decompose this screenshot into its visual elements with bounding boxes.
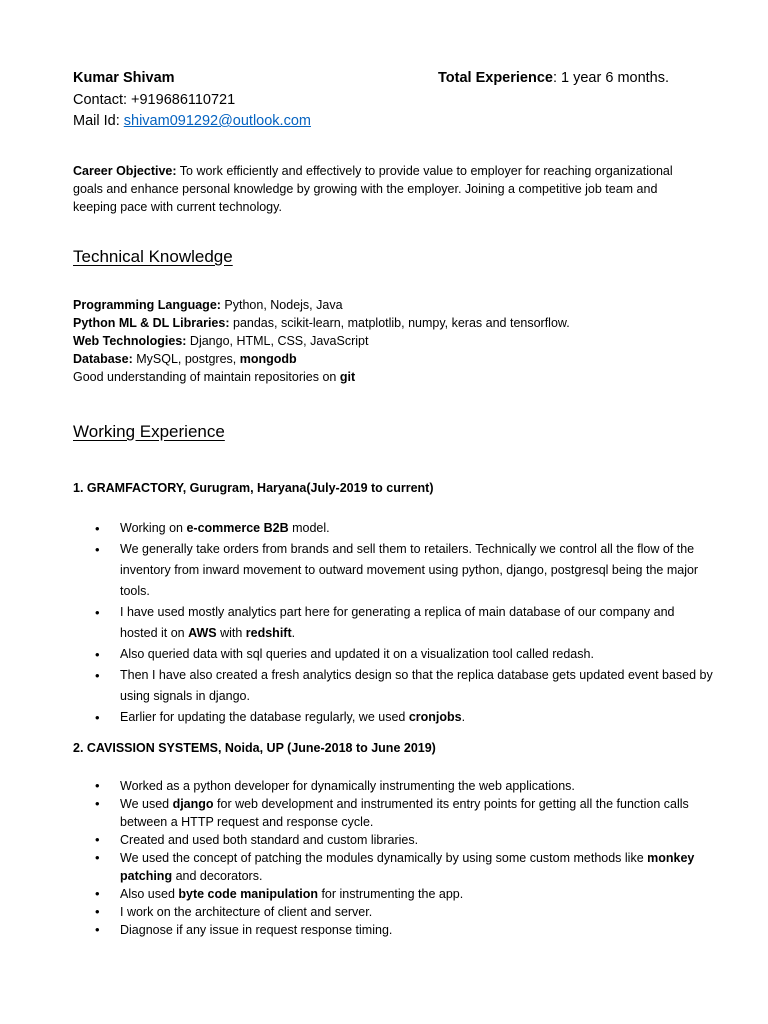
- job-title-gramfactory: 1. GRAMFACTORY, Gurugram, Haryana(July-2019 to current): [73, 481, 434, 495]
- skill-text: pandas, scikit-learn, matplotlib, numpy, keras and tensorflow.: [229, 316, 570, 330]
- list-item: • Diagnose if any issue in request response timing.: [73, 921, 713, 939]
- working-experience-heading: Working Experience: [73, 422, 225, 441]
- mail-label: Mail Id:: [73, 113, 124, 129]
- skill-line: [73, 314, 570, 332]
- mail-line: [73, 113, 311, 129]
- list-item: • We generally take orders from brands and sell them to retailers. Technically we control all the flow of the inventory from inward movement to outward movement using python, django, postgresql being the major tools.: [73, 539, 713, 602]
- list-item: • Also queried data with sql queries and updated it on a visualization tool called redash.: [73, 644, 713, 665]
- bold-term: django: [172, 797, 214, 811]
- skill-text: Python, Nodejs, Java: [220, 298, 343, 312]
- skill-bold: git: [339, 370, 356, 384]
- job-bullets-gramfactory: [73, 518, 713, 728]
- list-item: • I work on the architecture of client and server.: [73, 903, 713, 921]
- experience-value: : 1 year 6 months.: [552, 70, 670, 86]
- list-item: • Working on e-commerce B2B model.: [73, 518, 713, 539]
- bold-term: monkey patching: [120, 851, 695, 883]
- skill-line: [73, 332, 570, 350]
- bold-term: cronjobs: [408, 710, 462, 724]
- skill-label: Programming Language:: [73, 298, 221, 312]
- bold-term: redshift: [245, 626, 292, 640]
- list-item: • Earlier for updating the database regularly, we used cronjobs.: [73, 707, 713, 728]
- list-item: • We used the concept of patching the modules dynamically by using some custom methods like monkey patching and decorators.: [73, 849, 713, 885]
- skill-text: MySQL, postgres,: [132, 352, 240, 366]
- skill-label: Database:: [73, 352, 133, 366]
- skill-line: [73, 350, 570, 368]
- bold-term: AWS: [188, 626, 217, 640]
- bold-term: e-commerce B2B: [186, 521, 289, 535]
- technical-skills: [73, 296, 570, 386]
- skill-text: Django, HTML, CSS, JavaScript: [186, 334, 369, 348]
- experience-label: Total Experience: [438, 70, 553, 86]
- skill-line: [73, 368, 570, 386]
- list-item: • Also used byte code manipulation for instrumenting the app.: [73, 885, 713, 903]
- skill-label: Web Technologies:: [73, 334, 187, 348]
- skill-bold: mongodb: [239, 352, 297, 366]
- email-link[interactable]: shivam091292@outlook.com: [123, 113, 311, 129]
- technical-knowledge-heading: Technical Knowledge: [73, 247, 233, 266]
- objective-label: Career Objective:: [73, 164, 177, 178]
- list-item: • Created and used both standard and custom libraries.: [73, 831, 713, 849]
- candidate-name: Kumar Shivam: [73, 70, 175, 86]
- job-title-cavission: 2. CAVISSION SYSTEMS, Noida, UP (June-2018 to June 2019): [73, 741, 436, 755]
- list-item: • I have used mostly analytics part here for generating a replica of main database of our company and hosted it on AWS with redshift.: [73, 602, 713, 644]
- bold-term: byte code manipulation: [178, 887, 318, 901]
- job-bullets-cavission: [73, 777, 713, 939]
- contact-number: Contact: +919686110721: [73, 92, 236, 108]
- skill-text: Good understanding of maintain repositories on: [73, 370, 340, 384]
- total-experience: [438, 70, 669, 86]
- list-item: • Then I have also created a fresh analytics design so that the replica database gets updated event based by using signals in django.: [73, 665, 713, 707]
- objective-text: To work efficiently and effectively to provide value to employer for reaching organizational goals and enhance personal knowledge by growing with the employer. Joining a competitive job team and keeping pace with current technology.: [73, 164, 673, 214]
- list-item: • We used django for web development and instrumented its entry points for getting all the function calls between a HTTP request and response cycle.: [73, 795, 713, 831]
- career-objective: [73, 162, 693, 216]
- skill-label: Python ML & DL Libraries:: [73, 316, 230, 330]
- list-item: • Worked as a python developer for dynamically instrumenting the web applications.: [73, 777, 713, 795]
- skill-line: [73, 296, 570, 314]
